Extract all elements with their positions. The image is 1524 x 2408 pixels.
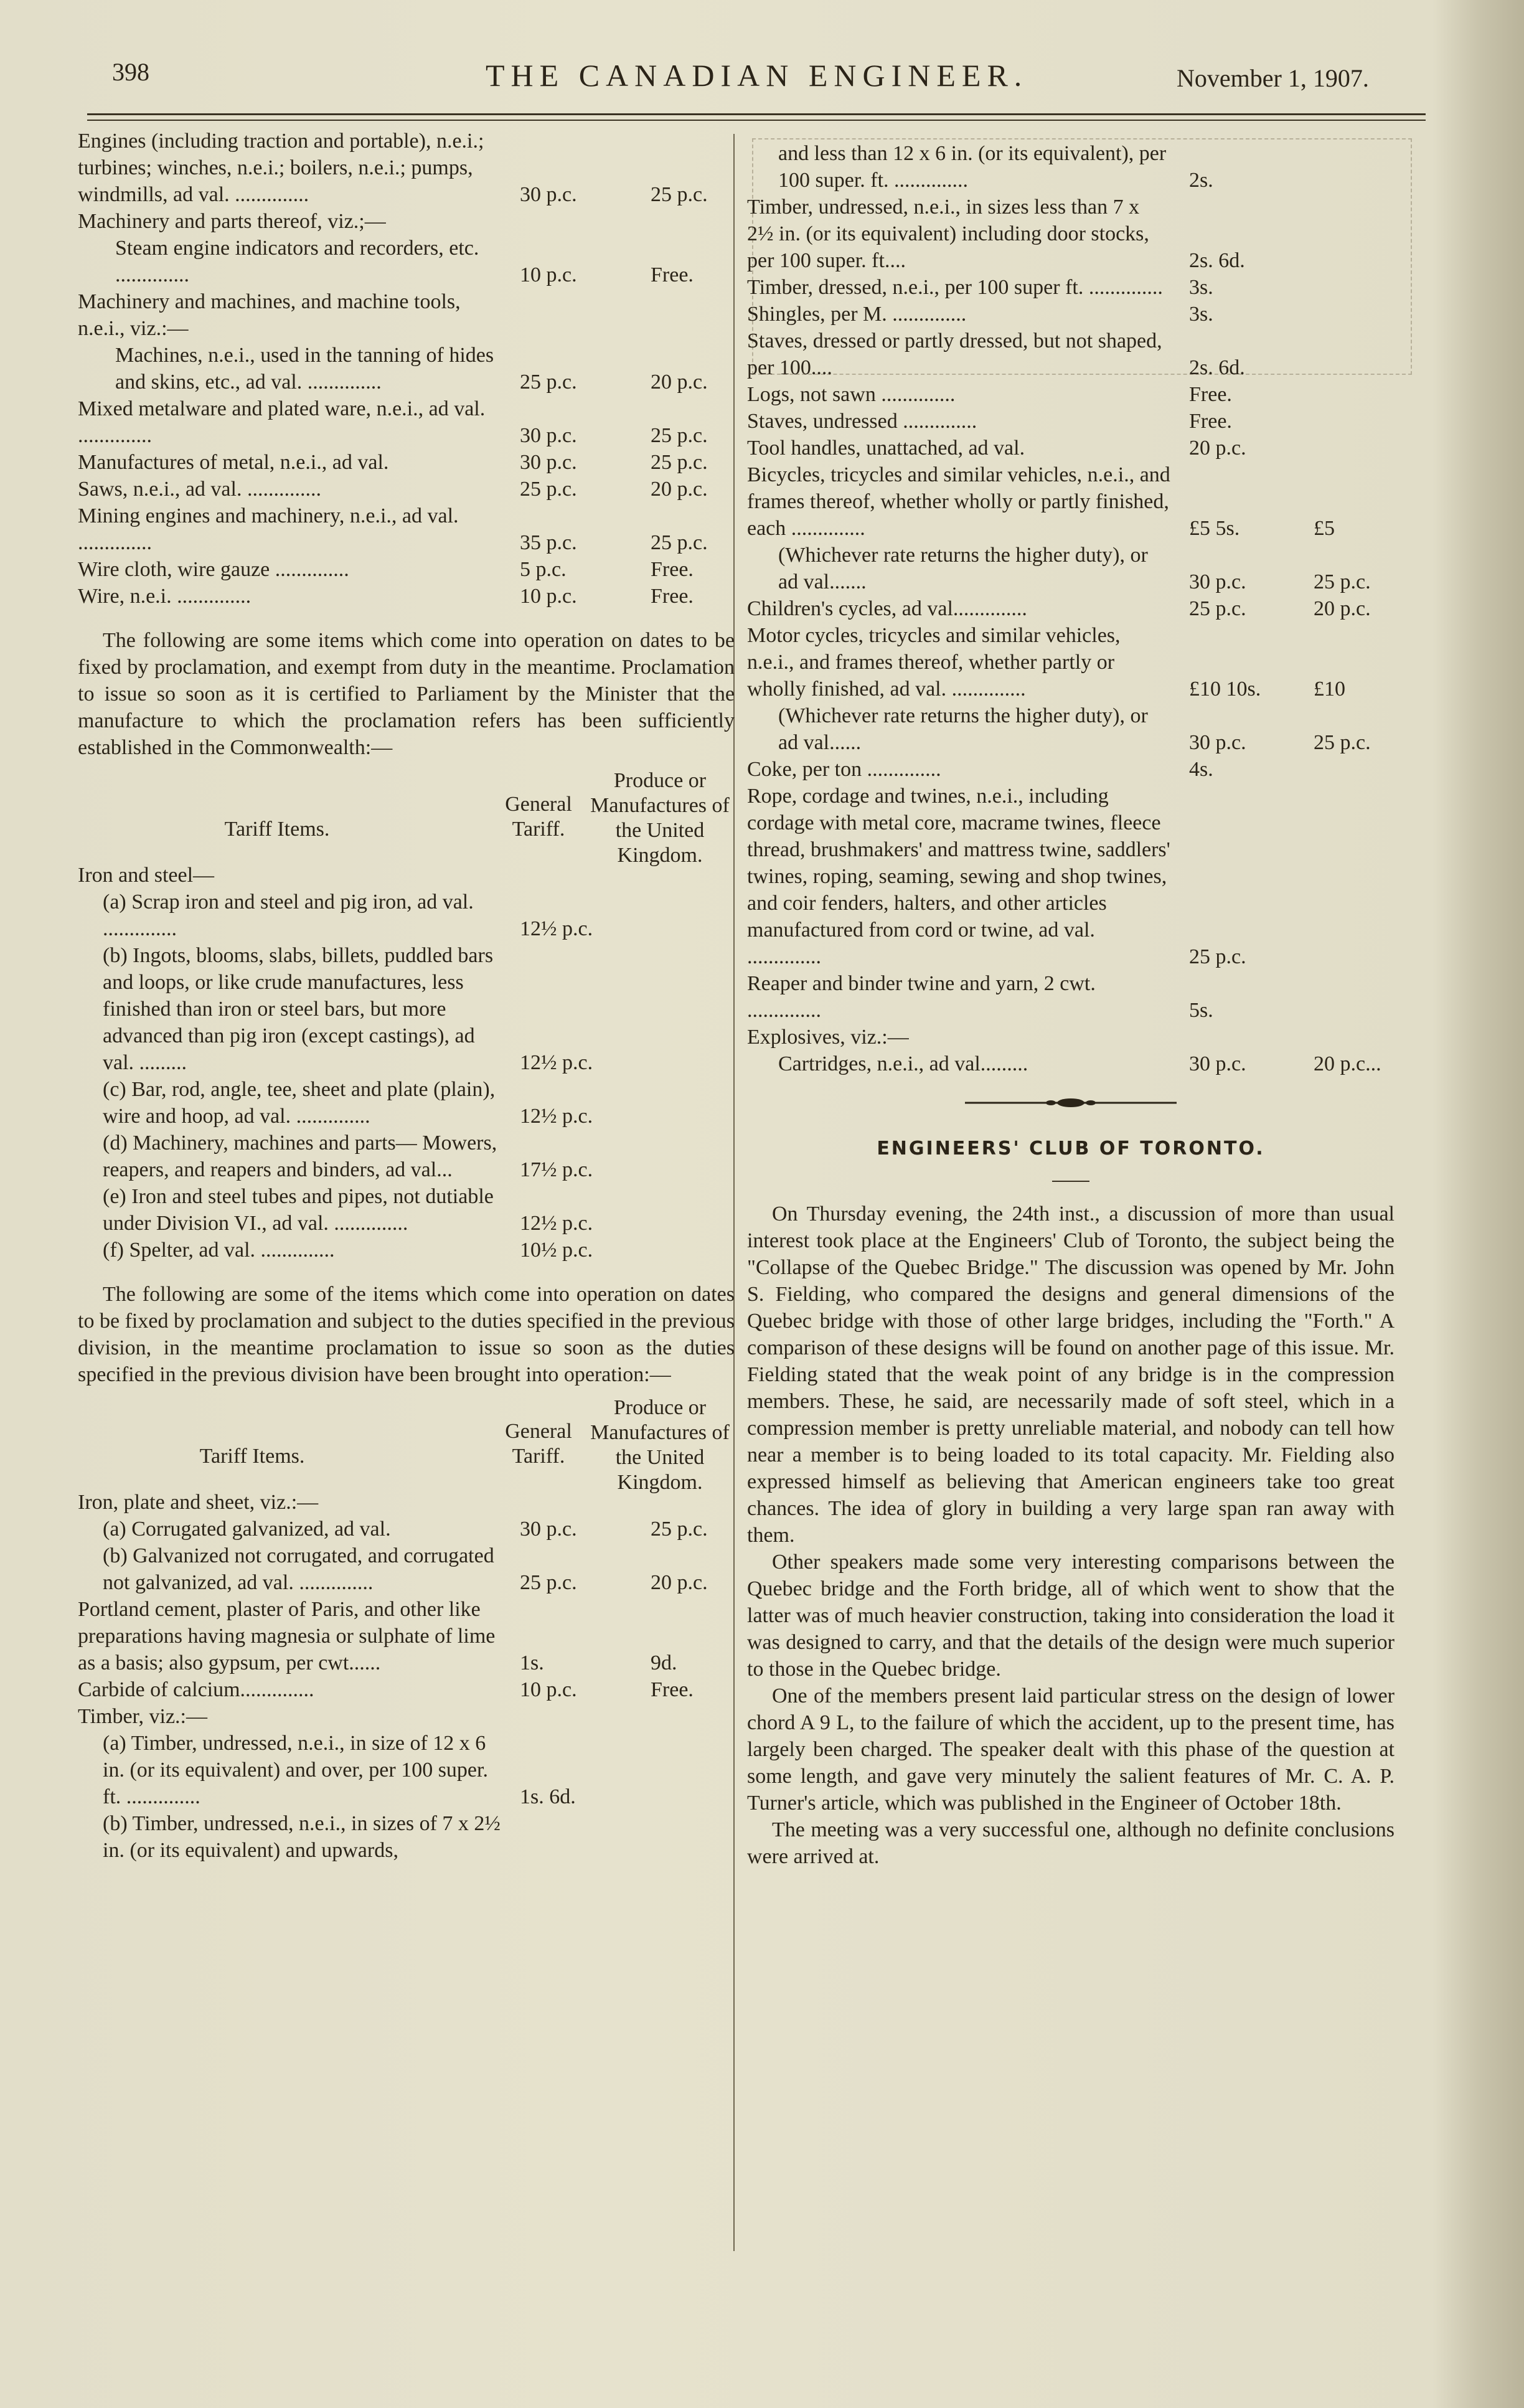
tariff-row: [78, 1542, 735, 1596]
tariff-row: [78, 449, 735, 476]
general-tariff-rate: Free.: [1189, 410, 1232, 433]
tariff-item-description: Manufactures of metal, n.e.i., ad val.: [78, 451, 389, 474]
header-uk-produce: Produce or Manufactures of the United Kingdom.: [590, 769, 730, 867]
tariff-item-description: (d) Machinery, machines and parts— Mowers, reapers, and reapers and binders, ad val...: [103, 1131, 497, 1181]
tariff-item-description: Timber, viz.:—: [78, 1705, 208, 1728]
general-tariff-rate: 10 p.c.: [520, 585, 577, 608]
tariff-row: [78, 128, 735, 208]
tariff-row: [78, 1810, 735, 1864]
tariff-item-description: Steam engine indicators and recorders, etc. ..............: [115, 237, 479, 286]
general-tariff-rate: 12½ p.c.: [520, 1212, 593, 1235]
header-rule: [87, 113, 1426, 115]
general-tariff-rate: 10 p.c.: [520, 263, 577, 286]
general-tariff-rate: £5 5s.: [1189, 517, 1240, 540]
ornament-rule-icon: [965, 1097, 1177, 1109]
general-tariff-rate: 2s.: [1189, 169, 1213, 192]
tariff-row: [747, 301, 1395, 328]
ornament-divider: [747, 1090, 1395, 1117]
general-tariff-rate: 10½ p.c.: [520, 1239, 593, 1262]
general-tariff-rate: 2s. 6d.: [1189, 249, 1245, 272]
article-paragraph: Other speakers made some very interesting comparisons between the Quebec bridge and the Forth bridge, all of which went to show that the latter was of much heavier construction, taking into consideration the load it was designed to carry, and that the details of the design were much superior to those in the Quebec bridge.: [747, 1551, 1395, 1681]
tariff-row: [78, 1703, 735, 1730]
tariff-item-description: (f) Spelter, ad val. ..............: [103, 1239, 335, 1262]
heading-rule: [1052, 1181, 1089, 1182]
uk-preferential-rate: 20 p.c...: [1314, 1052, 1381, 1075]
general-tariff-rate: 30 p.c.: [520, 183, 577, 206]
general-tariff-rate: Free.: [1189, 383, 1232, 406]
general-tariff-rate: 30 p.c.: [1189, 1052, 1246, 1075]
tariff-item-description: (a) Scrap iron and steel and pig iron, ad val. ..............: [103, 890, 474, 940]
general-tariff-rate: 25 p.c.: [1189, 945, 1246, 968]
tariff-row: [747, 408, 1395, 435]
tariff-item-description: (c) Bar, rod, angle, tee, sheet and plate (plain), wire and hoop, ad val. ..............: [103, 1078, 496, 1128]
tariff-item-description: (b) Timber, undressed, n.e.i., in sizes of 7 x 2½ in. (or its equivalent) and upwards,: [103, 1812, 501, 1862]
general-tariff-rate: 2s. 6d.: [1189, 356, 1245, 379]
tariff-row: [78, 889, 735, 942]
tariff-row: [747, 381, 1395, 408]
uk-preferential-rate: Free.: [651, 1678, 694, 1701]
uk-preferential-rate: Free.: [651, 585, 694, 608]
tariff-item-description: Carbide of calcium..............: [78, 1678, 314, 1701]
general-tariff-rate: 25 p.c.: [520, 371, 577, 394]
general-tariff-rate: 5s.: [1189, 999, 1213, 1022]
tariff-row: [78, 1730, 735, 1810]
tariff-row: [747, 1051, 1395, 1077]
tariff-row: [78, 1183, 735, 1237]
tariff-row: [78, 942, 735, 1076]
tariff-item-description: Machinery and parts thereof, viz.;—: [78, 210, 386, 233]
tariff-row: [78, 1516, 735, 1542]
tariff-item-description: Timber, undressed, n.e.i., in sizes less than 7 x 2½ in. (or its equivalent) including door stocks, per 100 super. ft....: [747, 196, 1149, 272]
tariff-row: [747, 274, 1395, 301]
tariff-row: [78, 1676, 735, 1703]
general-tariff-rate: 1s.: [520, 1651, 544, 1674]
club-heading: ENGINEERS' CLUB OF TORONTO.: [877, 1138, 1265, 1159]
general-tariff-rate: 4s.: [1189, 758, 1213, 781]
general-tariff-rate: 12½ p.c.: [520, 917, 593, 940]
tariff-item-description: Bicycles, tricycles and similar vehicles, n.e.i., and frames thereof, whether wholly or partly finished, each ..............: [747, 463, 1170, 540]
tariff-row: [78, 503, 735, 556]
tariff-row: [747, 702, 1395, 756]
uk-preferential-rate: 20 p.c.: [651, 1571, 708, 1594]
general-tariff-rate: 12½ p.c.: [520, 1051, 593, 1074]
general-tariff-rate: 3s.: [1189, 303, 1213, 326]
tariff-item-description: (b) Galvanized not corrugated, and corrugated not galvanized, ad val. ..............: [103, 1544, 494, 1594]
uk-preferential-rate: Free.: [651, 263, 694, 286]
tariff-item-description: Motor cycles, tricycles and similar vehicles, n.e.i., and frames thereof, whether partly or wholly finished, ad val. ..............: [747, 624, 1121, 701]
general-tariff-rate: 1s. 6d.: [520, 1785, 576, 1808]
tariff-list-bottom: [78, 1489, 735, 1864]
uk-preferential-rate: 25 p.c.: [651, 1518, 708, 1541]
uk-preferential-rate: 25 p.c.: [651, 451, 708, 474]
tariff-item-description: Saws, n.e.i., ad val. ..............: [78, 478, 321, 501]
tariff-row: [78, 1489, 735, 1516]
general-tariff-rate: £10 10s.: [1189, 678, 1261, 701]
uk-preferential-rate: 20 p.c.: [651, 371, 708, 394]
tariff-item-description: Coke, per ton ..............: [747, 758, 941, 781]
uk-preferential-rate: 25 p.c.: [1314, 570, 1371, 593]
tariff-row: [78, 862, 735, 889]
tariff-item-description: Machines, n.e.i., used in the tanning of hides and skins, etc., ad val. ..............: [115, 344, 494, 394]
general-tariff-rate: 30 p.c.: [520, 451, 577, 474]
tariff-row: [747, 783, 1395, 970]
running-header: [87, 57, 1413, 113]
tariff-row: [78, 395, 735, 449]
tariff-row: [747, 461, 1395, 542]
header-general-tariff: General Tariff.: [505, 793, 572, 841]
tariff-row: [747, 328, 1395, 381]
tariff-item-description: Children's cycles, ad val..............: [747, 597, 1027, 620]
uk-preferential-rate: 25 p.c.: [651, 424, 708, 447]
tariff-item-description: Engines (including traction and portable), n.e.i.; turbines; winches, n.e.i.; boilers, n.e.i.; pumps, windmills, ad val. ..............: [78, 130, 484, 206]
header-uk-produce: Produce or Manufactures of the United Kingdom.: [590, 1396, 730, 1494]
tariff-item-description: Logs, not sawn ..............: [747, 383, 956, 406]
tariff-row: [78, 1130, 735, 1183]
general-tariff-rate: 30 p.c.: [520, 1518, 577, 1541]
general-tariff-rate: 25 p.c.: [520, 478, 577, 501]
uk-preferential-rate: 25 p.c.: [651, 531, 708, 554]
uk-preferential-rate: £5: [1314, 517, 1335, 540]
general-tariff-rate: 30 p.c.: [1189, 570, 1246, 593]
tariff-row: [747, 194, 1395, 274]
general-tariff-rate: 12½ p.c.: [520, 1105, 593, 1128]
tariff-row: [78, 1237, 735, 1263]
tariff-item-description: Wire, n.e.i. ..............: [78, 585, 252, 608]
page-number: 398: [112, 58, 149, 86]
tariff-item-description: (a) Corrugated galvanized, ad val.: [103, 1518, 391, 1541]
tariff-row: [78, 583, 735, 610]
tariff-list-mid: [78, 862, 735, 1263]
uk-preferential-rate: Free.: [651, 558, 694, 581]
general-tariff-rate: 3s.: [1189, 276, 1213, 299]
general-tariff-rate: 25 p.c.: [1189, 597, 1246, 620]
article-paragraph: One of the members present laid particular stress on the design of lower chord A 9 L, to the failure of which the accident, up to the present time, has largely been charged. The speaker dealt with this phase of the question at some length, and gave very minutely the salient features of Mr. C. A. P. Turner's article, which was published in the Engineer of October 18th.: [747, 1684, 1395, 1815]
tariff-item-description: (Whichever rate returns the higher duty), or ad val.......: [778, 544, 1148, 593]
tariff-item-description: (Whichever rate returns the higher duty), or ad val......: [778, 704, 1148, 754]
journal-title: THE CANADIAN ENGINEER.: [486, 58, 1028, 93]
tariff-row: [747, 542, 1395, 595]
tariff-item-description: (e) Iron and steel tubes and pipes, not dutiable under Division VI., ad val. ..............: [103, 1185, 494, 1235]
tariff-item-description: Portland cement, plaster of Paris, and other like preparations having magnesia or sulphate of lime as a basis; also gypsum, per cwt......: [78, 1598, 496, 1674]
tariff-row: [747, 595, 1395, 622]
tariff-item-description: Cartridges, n.e.i., ad val.........: [778, 1052, 1028, 1075]
tariff-row: [78, 476, 735, 503]
column-headers-2: [78, 1395, 735, 1494]
tariff-item-description: Iron, plate and sheet, viz.:—: [78, 1491, 319, 1514]
uk-preferential-rate: 25 p.c.: [1314, 731, 1371, 754]
header-tariff-items: Tariff Items.: [199, 1445, 305, 1468]
tariff-row: [78, 208, 735, 235]
article-paragraph: On Thursday evening, the 24th inst., a discussion of more than usual interest took place at the Engineers' Club of Toronto, the subject being the "Collapse of the Quebec Bridge." The discussion was opened by Mr. John S. Fielding, who compared the designs and general dimensions of the Quebec bridge with those of other large bridges, including the "Forth." A comparison of these designs will be found on another page of this issue. Mr. Fielding stated that the weak point of any bridge is in the compression members. These, he said, are necessarily made of soft steel, which in a compression member is pretty unreliable material, and nobody can tell how near a member is to being loaded to its total capacity. Mr. Fielding also expressed himself as believing that American engineers take too great chances. The idea of glory in building a very large span ran away with them.: [747, 1202, 1395, 1547]
tariff-row: [747, 622, 1395, 702]
tariff-item-description: Mixed metalware and plated ware, n.e.i., ad val. ..............: [78, 397, 486, 447]
general-tariff-rate: 35 p.c.: [520, 531, 577, 554]
tariff-item-description: Tool handles, unattached, ad val.: [747, 437, 1025, 460]
tariff-item-description: Rope, cordage and twines, n.e.i., including cordage with metal core, macrame twines, fleece thread, brushmakers' and mattress twine, saddlers' twines, roping, seaming, sewing and shop twines, and coir fenders, halters, and other articles manufactured from cord or twine, ad val. ..............: [747, 785, 1170, 968]
tariff-row: [747, 756, 1395, 783]
issue-date: November 1, 1907.: [1177, 64, 1369, 92]
tariff-list-top: [78, 128, 735, 610]
tariff-item-description: Explosives, viz.:—: [747, 1026, 909, 1049]
tariff-item-description: Machinery and machines, and machine tools, n.e.i., viz.:—: [78, 290, 461, 340]
column-headers-1: [78, 768, 735, 867]
tariff-item-description: Mining engines and machinery, n.e.i., ad val. ..............: [78, 504, 459, 554]
tariff-row: [78, 342, 735, 395]
tariff-row: [78, 1596, 735, 1676]
tariff-row: [747, 970, 1395, 1024]
general-tariff-rate: 20 p.c.: [1189, 437, 1246, 460]
left-column: [78, 128, 735, 2245]
tariff-item-description: (b) Ingots, blooms, slabs, billets, puddled bars and loops, or like crude manufactures, less finished than iron or steel bars, but more advanced than pig iron (except castings), ad val. .........: [103, 944, 494, 1074]
uk-preferential-rate: 9d.: [651, 1651, 677, 1674]
tariff-row: [78, 1076, 735, 1130]
header-general-tariff: General Tariff.: [505, 1420, 572, 1468]
tariff-item-description: Iron and steel—: [78, 864, 215, 887]
general-tariff-rate: 30 p.c.: [1189, 731, 1246, 754]
tariff-row: [78, 235, 735, 288]
general-tariff-rate: 30 p.c.: [520, 424, 577, 447]
right-column: [747, 140, 1395, 2257]
tariff-row: [747, 1024, 1395, 1051]
intro-paragraph-1: The following are some items which come into operation on dates to be fixed by proclamation, and exempt from duty in the meantime. Proclamation to issue so soon as it is certified to Parliament by the Minister that the manufacture to which the proclamation refers has been sufficiently established in the Commonwealth:—: [78, 629, 735, 759]
tariff-item-description: (a) Timber, undressed, n.e.i., in size of 12 x 6 in. (or its equivalent) and over, per 100 super. ft. ..............: [103, 1732, 488, 1808]
header-rule-double: [87, 120, 1426, 121]
general-tariff-rate: 17½ p.c.: [520, 1158, 593, 1181]
tariff-item-description: Staves, dressed or partly dressed, but not shaped, per 100....: [747, 329, 1162, 379]
uk-preferential-rate: £10: [1314, 678, 1345, 701]
general-tariff-rate: 10 p.c.: [520, 1678, 577, 1701]
tariff-list-right: [747, 140, 1395, 1077]
tariff-row: [78, 556, 735, 583]
header-tariff-items: Tariff Items.: [224, 818, 330, 841]
tariff-item-description: Reaper and binder twine and yarn, 2 cwt. ..............: [747, 972, 1096, 1022]
uk-preferential-rate: 20 p.c.: [1314, 597, 1371, 620]
general-tariff-rate: 5 p.c.: [520, 558, 567, 581]
tariff-item-description: and less than 12 x 6 in. (or its equivalent), per 100 super. ft. ..............: [778, 142, 1167, 192]
tariff-row: [78, 288, 735, 342]
tariff-row: [747, 140, 1395, 194]
intro-paragraph-2: The following are some of the items which come into operation on dates to be fixed by proclamation and subject to the duties specified in the previous division, in the meantime proclamation to issue so soon as the duties specified in the previous division have been brought into operation:—: [78, 1283, 735, 1386]
club-article: [747, 1201, 1395, 1870]
tariff-row: [747, 435, 1395, 461]
uk-preferential-rate: 25 p.c.: [651, 183, 708, 206]
uk-preferential-rate: 20 p.c.: [651, 478, 708, 501]
article-paragraph: The meeting was a very successful one, although no definite conclusions were arrived at.: [747, 1818, 1395, 1868]
general-tariff-rate: 25 p.c.: [520, 1571, 577, 1594]
tariff-item-description: Staves, undressed ..............: [747, 410, 977, 433]
tariff-item-description: Wire cloth, wire gauze ..............: [78, 558, 349, 581]
tariff-item-description: Shingles, per M. ..............: [747, 303, 967, 326]
tariff-item-description: Timber, dressed, n.e.i., per 100 super ft. ..............: [747, 276, 1163, 299]
